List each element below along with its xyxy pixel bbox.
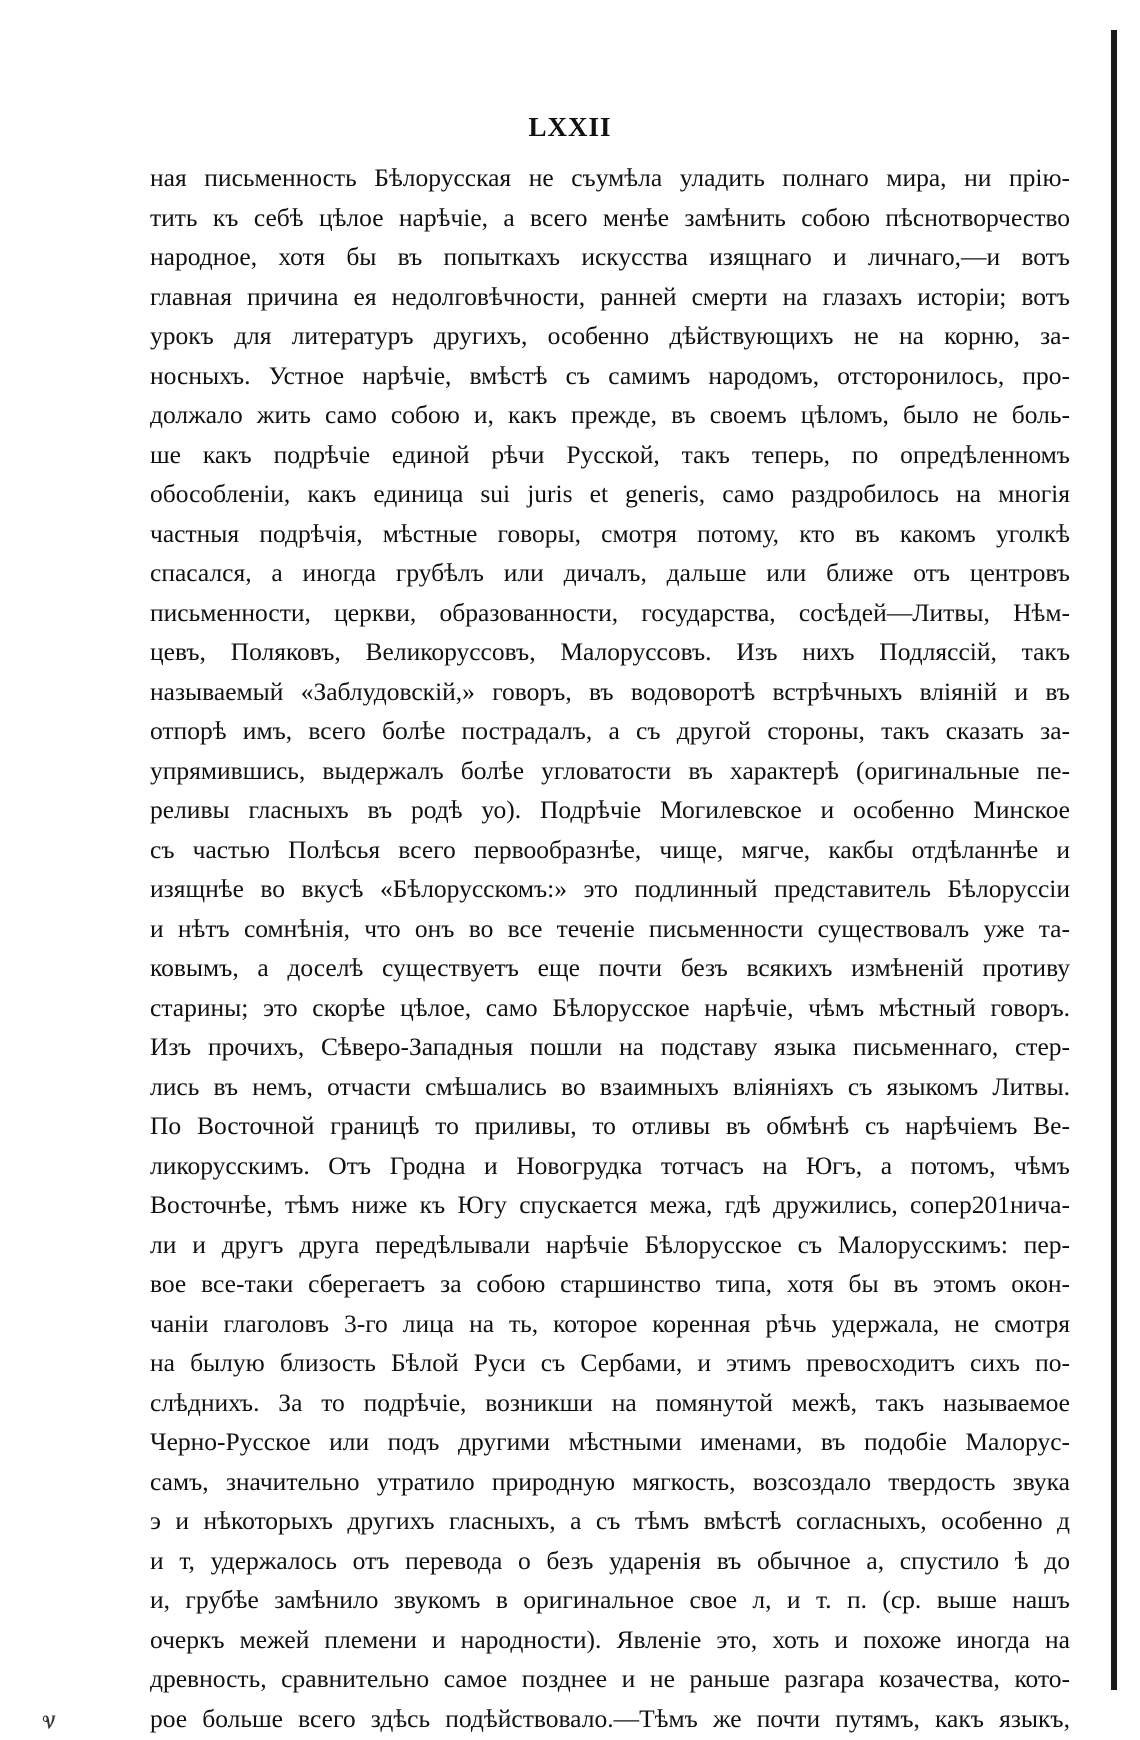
- text-line: отпорѣ имъ, всего болѣе пострадалъ, а съ другой стороны, такъ сказать за-: [150, 716, 1070, 745]
- text-line: спасался, а иногда грубѣлъ или дичалъ, дальше или ближе отъ центровъ: [150, 558, 1070, 587]
- text-line: древность, сравнительно самое позднее и не раньше разгара козачества, кото-: [150, 1664, 1070, 1693]
- text-line: и т, удержалось отъ перевода о безъ ударенія въ обычное а, спустило ѣ до: [150, 1545, 1070, 1575]
- text-line: съ частью Полѣсья всего первообразнѣе, чище, мягче, какбы отдѣланнѣе и: [150, 834, 1070, 864]
- text-line: народное, хотя бы въ попыткахъ искусства изящнаго и личнаго,—и вотъ: [150, 242, 1070, 271]
- text-line: цевъ, Поляковъ, Великоруссовъ, Малоруссовъ. Изъ нихъ Подляссій, такъ: [150, 637, 1070, 666]
- page-edge-rule: [1111, 30, 1117, 1690]
- text-line: на былую близость Бѣлой Руси съ Сербами, и этимъ превосходитъ сихъ по-: [150, 1348, 1070, 1377]
- page-number: LXXII: [528, 112, 612, 142]
- text-line: ная письменность Бѣлорусская не съумѣла уладить полнаго мира, ни прію-: [150, 163, 1070, 192]
- text-line: называемый «Заблудовскій,» говоръ, въ водоворотѣ встрѣчныхъ вліяній и въ: [150, 676, 1070, 706]
- text-line: вое все-таки сберегаетъ за собою старшинство типа, хотя бы въ этомъ окон-: [150, 1269, 1070, 1298]
- scan-mark: Ⱌ: [42, 1712, 57, 1734]
- text-line: ше какъ подрѣчіе единой рѣчи Русской, такъ теперь, по опредѣленномъ: [150, 439, 1070, 469]
- text-line: лись въ немъ, отчасти смѣшались во взаимныхъ вліяніяхъ съ языкомъ Литвы.: [150, 1071, 1070, 1101]
- text-line: очеркъ межей племени и народности). Явленіе это, хоть и похоже иногда на: [150, 1624, 1070, 1654]
- text-line: реливы гласныхъ въ родѣ уо). Подрѣчіе Могилевское и особенно Минское: [150, 795, 1070, 824]
- text-line: урокъ для литературъ другихъ, особенно дѣйствующихъ не на корню, за-: [150, 321, 1070, 350]
- text-line: ковымъ, а доселѣ существуетъ еще почти безъ всякихъ измѣненій противу: [150, 953, 1070, 982]
- text-line: рое больше всего здѣсь подѣйствовало.—Тѣмъ же почти путямъ, какъ языкъ,: [150, 1703, 1070, 1733]
- text-line: старины; это скорѣе цѣлое, само Бѣлорусское нарѣчіе, чѣмъ мѣстный говоръ.: [150, 992, 1070, 1022]
- text-line: частныя подрѣчія, мѣстные говоры, смотря потому, кто въ какомъ уголкѣ: [150, 518, 1070, 548]
- text-line: чаніи глаголовъ 3-го лица на ть, которое коренная рѣчь удержала, не смотря: [150, 1308, 1070, 1338]
- text-line: ли и другъ друга передѣлывали нарѣчіе Бѣлорусское съ Малорусскимъ: пер-: [150, 1229, 1070, 1259]
- text-line: изящнѣе во вкусѣ «Бѣлорусскомъ:» это подлинный представитель Бѣлоруссіи: [150, 874, 1070, 903]
- text-line: обособленіи, какъ единица sui juris et generis, само раздробилось на многія: [150, 479, 1070, 508]
- text-line: упрямившись, выдержалъ болѣе угловатости въ характерѣ (оригинальные пе-: [150, 755, 1070, 785]
- text-line: должало жить само собою и, какъ прежде, въ своемъ цѣломъ, было не боль-: [150, 400, 1070, 429]
- text-line: э и нѣкоторыхъ другихъ гласныхъ, а съ тѣмъ вмѣстѣ согласныхъ, особенно д: [150, 1506, 1070, 1535]
- text-line: носныхъ. Устное нарѣчіе, вмѣстѣ съ самимъ народомъ, отсторонилось, про-: [150, 360, 1070, 390]
- text-line: ликорусскимъ. Отъ Гродна и Новогрудка тотчасъ на Югъ, а потомъ, чѣмъ: [150, 1150, 1070, 1180]
- text-line: самъ, значительно утратило природную мягкость, возсоздало твердость звука: [150, 1466, 1070, 1496]
- body-text: [150, 158, 1070, 1738]
- text-line: главная причина ея недолговѣчности, ранней смерти на глазахъ исторіи; вотъ: [150, 281, 1070, 311]
- text-line: Изъ прочихъ, Сѣверо-Западныя пошли на подставу языка письменнаго, стер-: [150, 1032, 1070, 1061]
- text-line: письменности, церкви, образованности, государства, сосѣдей—Литвы, Нѣм-: [150, 597, 1070, 627]
- text-line: тить къ себѣ цѣлое нарѣчіе, а всего менѣе замѣнить собою пѣснотворчество: [150, 202, 1070, 232]
- text-line: Восточнѣе, тѣмъ ниже къ Югу спускается межа, гдѣ дружились, сопер201нича-: [150, 1190, 1070, 1219]
- text-line: По Восточной границѣ то приливы, то отливы въ обмѣнѣ съ нарѣчіемъ Ве-: [150, 1111, 1070, 1140]
- text-line: и, грубѣе замѣнило звукомъ в оригинальное свое л, и т. п. (ср. выше нашъ: [150, 1585, 1070, 1614]
- text-line: и нѣтъ сомнѣнія, что онъ во все теченіе письменности существовалъ уже та-: [150, 913, 1070, 943]
- text-line: Черно-Русское или подъ другими мѣстными именами, въ подобіе Малорус-: [150, 1427, 1070, 1456]
- text-line: слѣднихъ. За то подрѣчіе, возникши на помянутой межѣ, такъ называемое: [150, 1387, 1070, 1417]
